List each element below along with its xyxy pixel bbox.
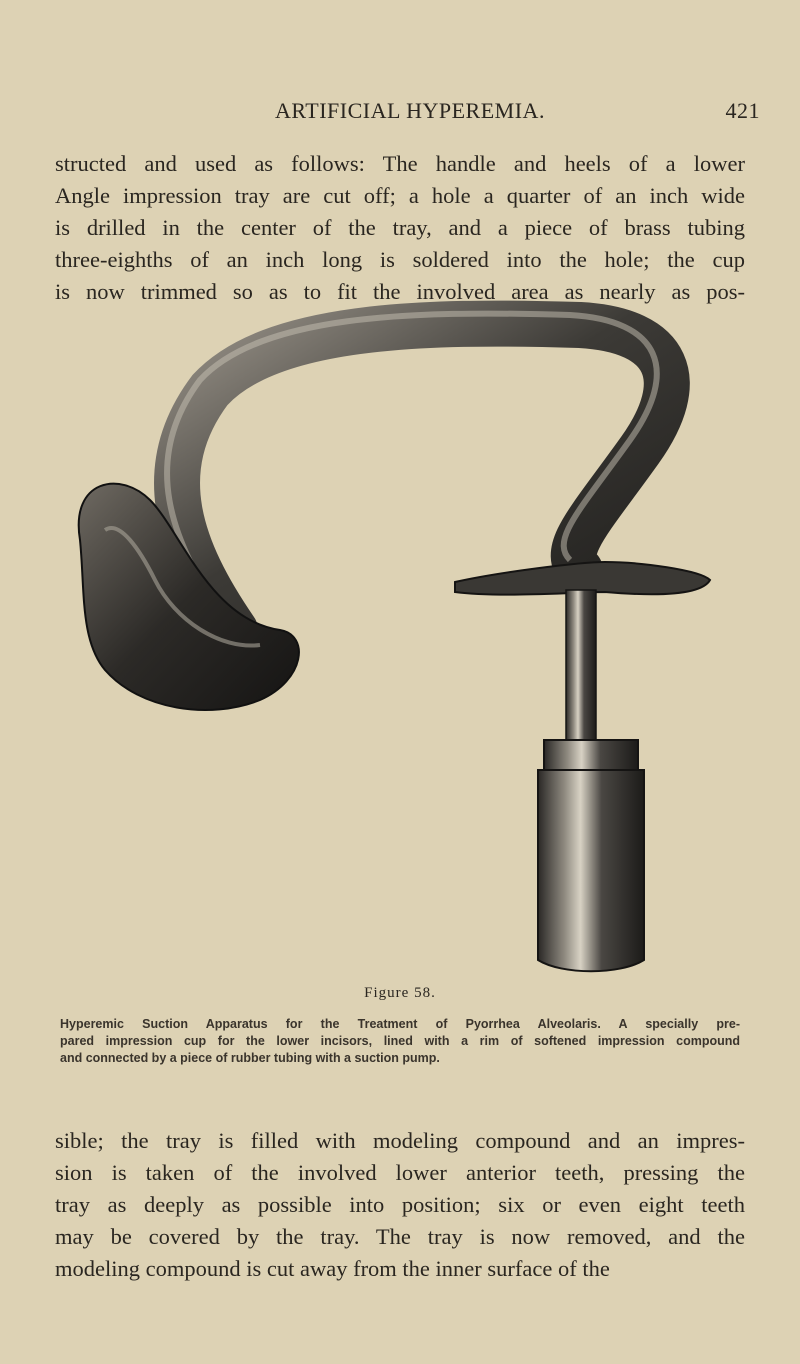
page-number: 421: [725, 98, 760, 123]
paragraph-bottom: [55, 1125, 745, 1285]
caption-line: Hyperemic Suction Apparatus for the Treatment of Pyorrhea Alveolaris. A specially pre-: [60, 1017, 740, 1031]
text-line: tray as deeply as possible into position; six or even eight teeth: [55, 1192, 745, 1217]
figure-label: Figure 58.: [364, 985, 436, 1001]
cylinder-cap: [544, 740, 638, 770]
text-line: Angle impression tray are cut off; a hole a quarter of an inch wide: [55, 183, 745, 208]
text-line: is drilled in the center of the tray, and a piece of brass tubing: [55, 215, 745, 240]
pump-cylinder: [538, 770, 644, 971]
caption-line: and connected by a piece of rubber tubing with a suction pump.: [60, 1051, 440, 1065]
piston-rod: [566, 590, 596, 740]
paragraph-top: [55, 148, 745, 308]
suction-apparatus-illustration: [60, 300, 750, 980]
text-line: three-eighths of an inch long is soldered into the hole; the cup: [55, 247, 745, 272]
text-line: is now trimmed so as to fit the involved area as nearly as pos-: [55, 279, 745, 304]
running-title: ARTIFICIAL HYPEREMIA.: [275, 98, 545, 123]
figure-illustration: [60, 300, 750, 980]
text-line: sible; the tray is filled with modeling compound and an impres-: [55, 1128, 745, 1153]
text-line: may be covered by the tray. The tray is now removed, and the: [55, 1224, 745, 1249]
caption-line: pared impression cup for the lower incisors, lined with a rim of softened impression compound: [60, 1034, 740, 1048]
text-line: sion is taken of the involved lower anterior teeth, pressing the: [55, 1160, 745, 1185]
running-head: [60, 98, 760, 132]
figure-caption: [60, 1016, 740, 1067]
text-line: modeling compound is cut away from the inner surface of the: [55, 1256, 610, 1281]
text-line: structed and used as follows: The handle and heels of a lower: [55, 151, 745, 176]
